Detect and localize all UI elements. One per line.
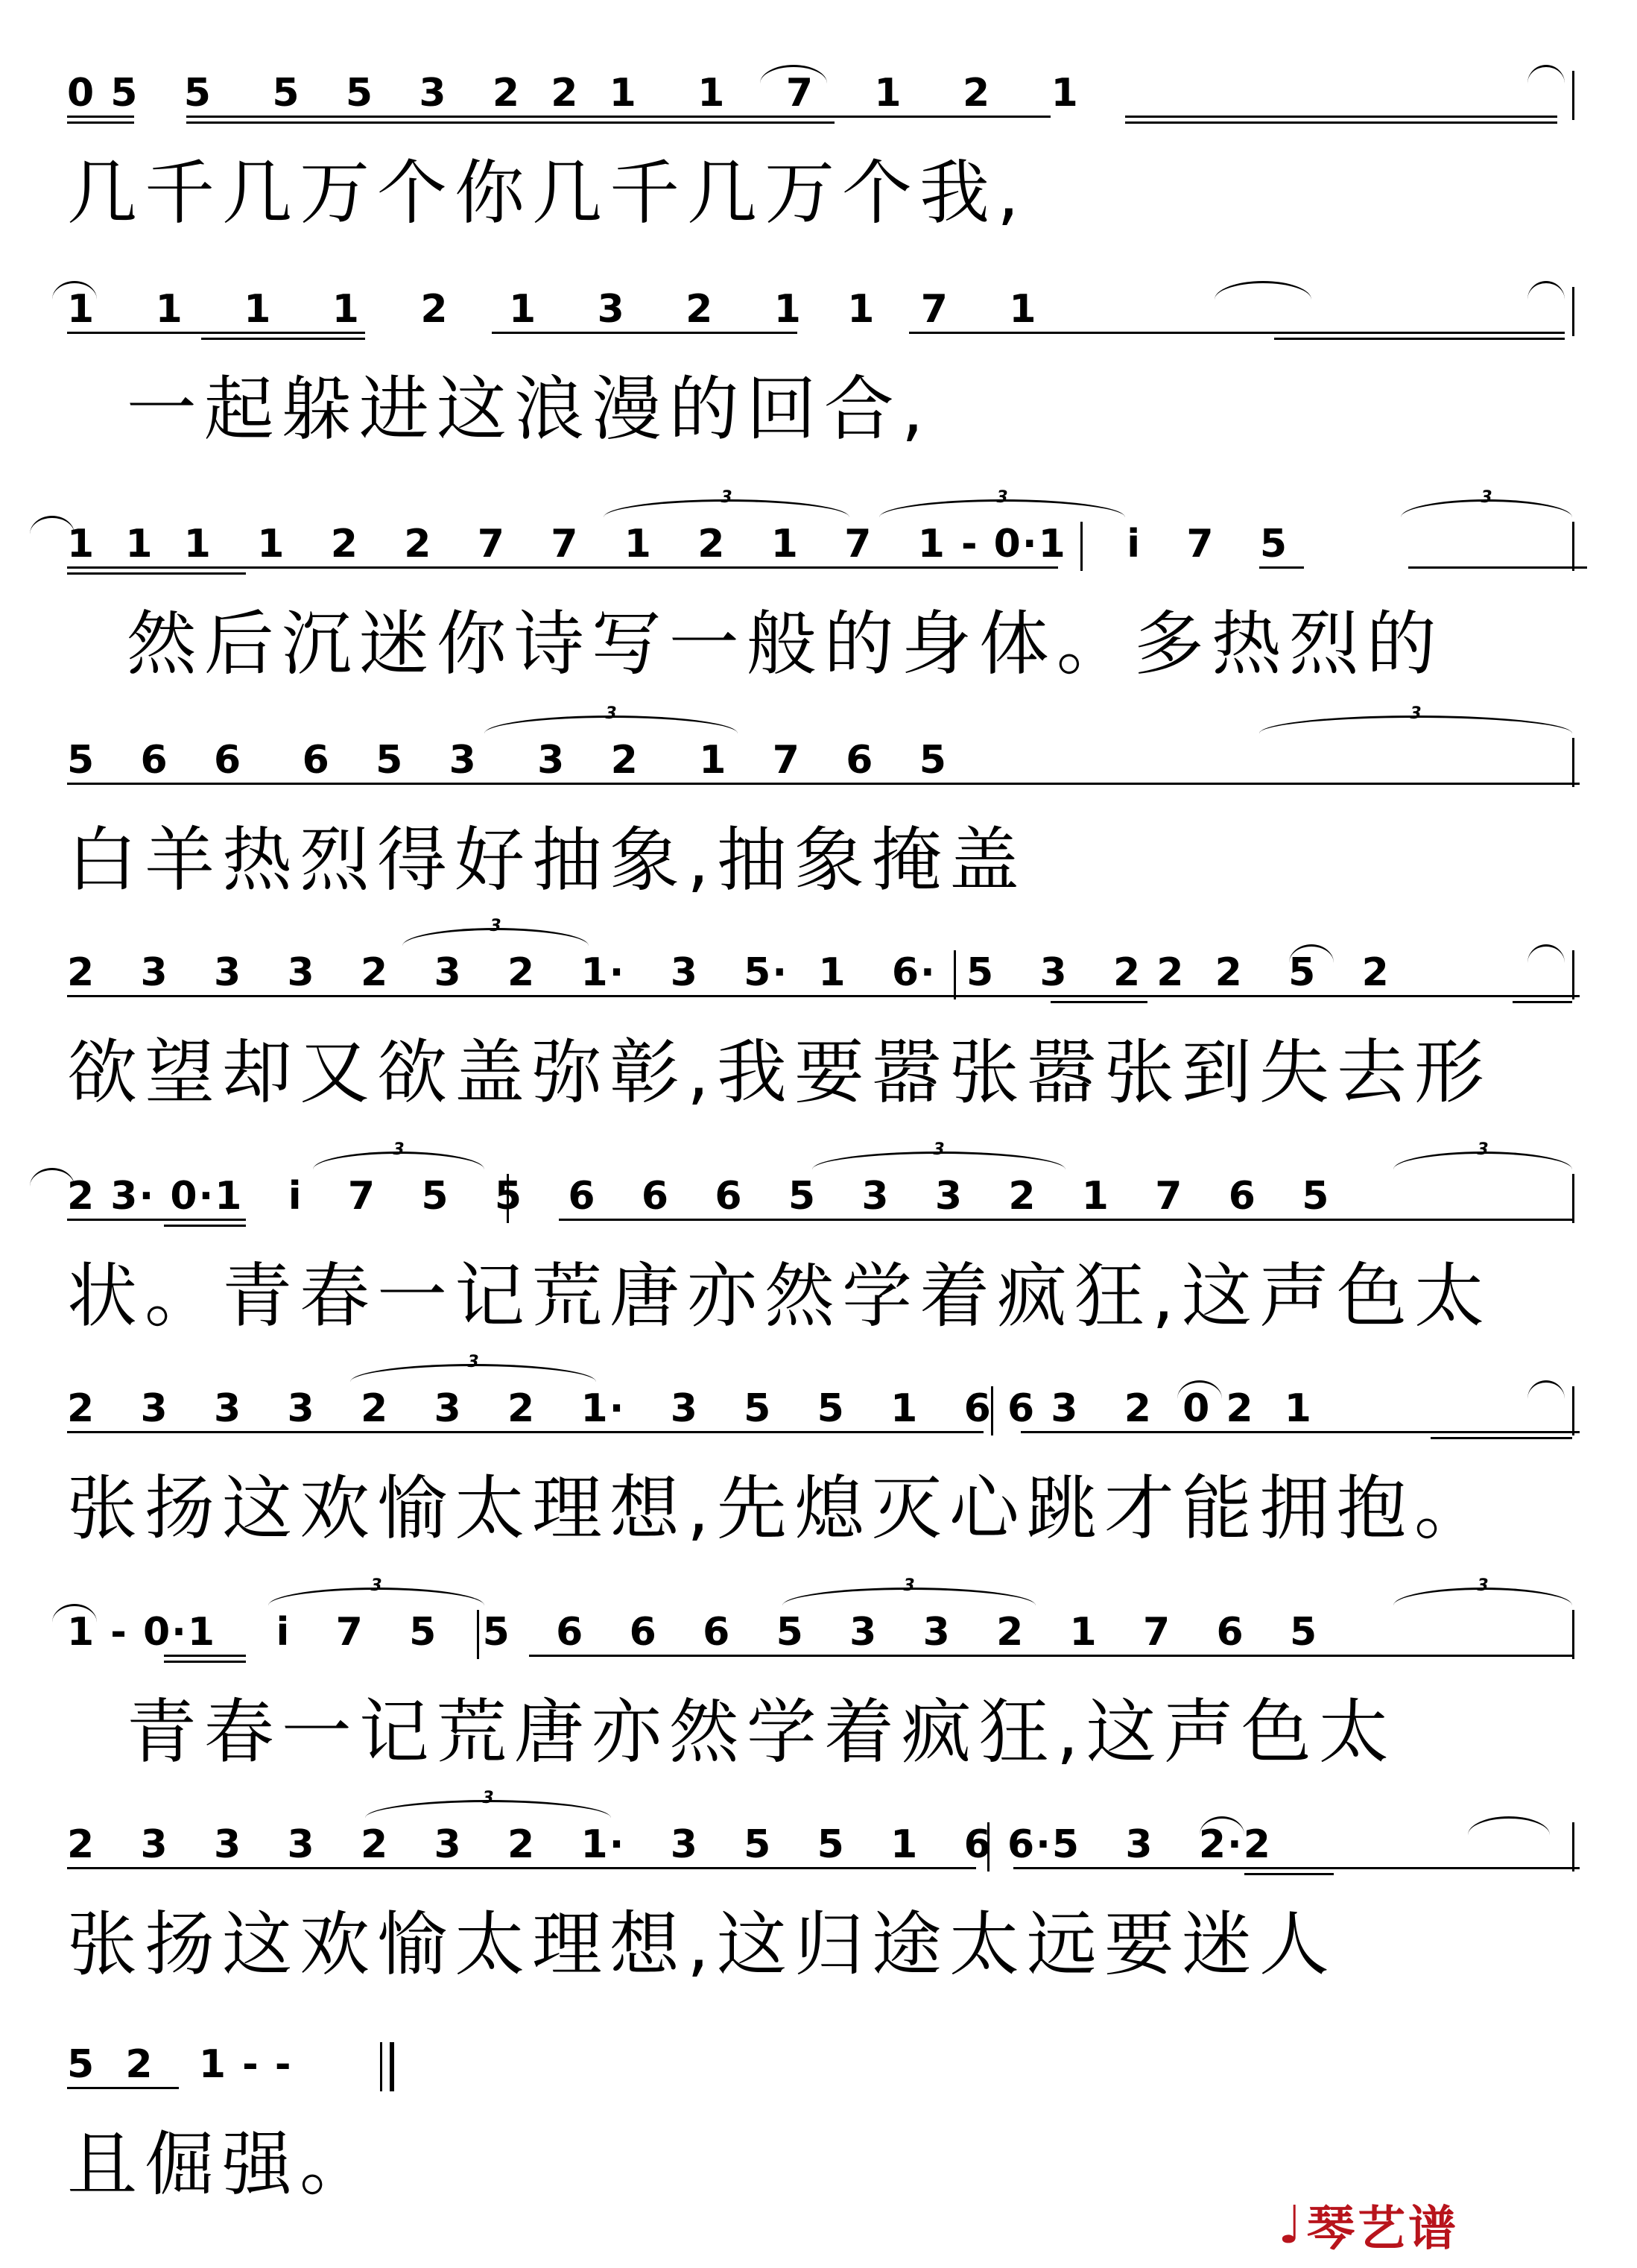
notation-line: 5 6 6 6 5 3 3 2 1 7 6 5 — [67, 738, 948, 783]
barline — [1572, 287, 1574, 336]
qinyipu-logo — [1278, 2193, 1460, 2257]
lyrics-line: 张扬这欢愉太理想,这归途太远要迷人 — [67, 1904, 1337, 1986]
sheet-music-page: 0 5 5 5 5 3 2 2 1 1 7 1 2 1 几千几万个你几千几万个我, 1 1 1 1 2 1 3 2 1 1 7 1 一起躲进这浪漫的回合, 1 1 1 1 2 2 7 7 1 2 1 7 1 - 0·1 i 7 5 3 3 3 然后沉迷你诗写一般的身体。多热烈的 5 6 6 6 5 3 3 2 1 7 6 5 3 3 白羊热烈得好抽象,抽象掩盖 2 3 3 3 2 3 2 1· 3 5· 1 6· 5 3 2 2 2 5 2 3 欲望却又欲盖弥彰,我要嚣张嚣张到失去形 2 3· 0·1 i 7 5 5 6 6 6 5 3 3 2 1 7 6 5 3 3 3 状。青春一记荒唐亦然学着疯狂,这声色太 2 3 3 3 2 3 2 1· 3 5 5 1 6 6 3 2 0 2 1 3 张扬这欢愉太理想,先熄灭心跳才能拥抱。 1 - 0·1 i 7 5 5 6 6 6 5 3 3 2 1 7 6 5 3 3 3 青春一记荒唐亦然学着疯狂,这声色太 2 3 3 3 2 3 2 1· 3 5 5 1 6 6·5 3 2·2 3 张扬这欢愉太理想,这归途太远要迷人 5 2 1 - - 且倔强。 ♩ 琴艺谱 — [0, 0, 1637, 2268]
barline — [987, 1822, 990, 1871]
lyrics-line: 一起躲进这浪漫的回合, — [67, 369, 931, 450]
notation-line: 2 3 3 3 2 3 2 1· 3 5 5 1 6 6·5 3 2·2 — [67, 1822, 1272, 1867]
tie — [1527, 281, 1565, 300]
tie — [760, 65, 827, 83]
barline — [1572, 950, 1574, 999]
tie — [1289, 944, 1334, 963]
notation-line: 1 1 1 1 2 1 3 2 1 1 7 1 — [67, 287, 1038, 332]
tie — [1468, 1816, 1550, 1835]
tie — [52, 1604, 97, 1623]
final-barline — [380, 2042, 394, 2091]
lyrics-line: 几千几万个你几千几万个我, — [67, 153, 1027, 234]
barline — [477, 1610, 479, 1659]
lyrics-line: 张扬这欢愉太理想,先熄灭心跳才能拥抱。 — [67, 1468, 1492, 1550]
notation-line: 2 3 3 3 2 3 2 1· 3 5· 1 6· 5 3 2 2 2 5 2 — [67, 950, 1390, 995]
notation-line: 2 3 3 3 2 3 2 1· 3 5 5 1 6 6 3 2 0 2 1 — [67, 1386, 1313, 1431]
barline — [991, 1386, 993, 1435]
lyrics-line: 然后沉迷你诗写一般的身体。多热烈的 — [67, 604, 1444, 685]
tie — [1527, 944, 1565, 963]
barline — [1572, 1386, 1574, 1435]
notation-line: 0 5 5 5 5 3 2 2 1 1 7 1 2 1 — [67, 71, 1080, 116]
lyrics-line: 且倔强。 — [67, 2124, 378, 2205]
logo-mark-icon: ♩ — [1278, 2193, 1303, 2255]
barline — [1572, 1174, 1574, 1223]
barline — [1080, 522, 1083, 571]
notation-line: 1 - 0·1 i 7 5 5 6 6 6 5 3 3 2 1 7 6 5 — [67, 1610, 1319, 1655]
notation-line: 1 1 1 1 2 2 7 7 1 2 1 7 1 - 0·1 i 7 5 — [67, 522, 1289, 566]
lyrics-line: 青春一记荒唐亦然学着疯狂,这声色太 — [67, 1692, 1396, 1773]
lyrics-line: 状。青春一记荒唐亦然学着疯狂,这声色太 — [67, 1256, 1492, 1337]
notation-line: 2 3· 0·1 i 7 5 5 6 6 6 5 3 3 2 1 7 6 5 — [67, 1174, 1331, 1219]
tie — [30, 516, 75, 534]
lyrics-line: 白羊热烈得好抽象,抽象掩盖 — [67, 820, 1027, 901]
lyrics-line: 欲望却又欲盖弥彰,我要嚣张嚣张到失去形 — [67, 1032, 1492, 1114]
barline — [1572, 71, 1574, 120]
barline — [1572, 1610, 1574, 1659]
tie — [1200, 1816, 1244, 1835]
barline — [1572, 522, 1574, 571]
logo-text: 琴艺谱 — [1307, 2202, 1460, 2257]
barline — [1572, 1822, 1574, 1871]
barline — [1572, 738, 1574, 787]
tie — [1215, 281, 1311, 300]
tie — [30, 1168, 75, 1187]
tie — [1527, 1380, 1565, 1399]
tie — [52, 281, 97, 300]
barline — [507, 1174, 509, 1223]
tie — [1177, 1380, 1222, 1399]
barline — [954, 950, 956, 999]
notation-line: 5 2 1 - - — [67, 2042, 293, 2087]
tie — [1527, 65, 1565, 83]
